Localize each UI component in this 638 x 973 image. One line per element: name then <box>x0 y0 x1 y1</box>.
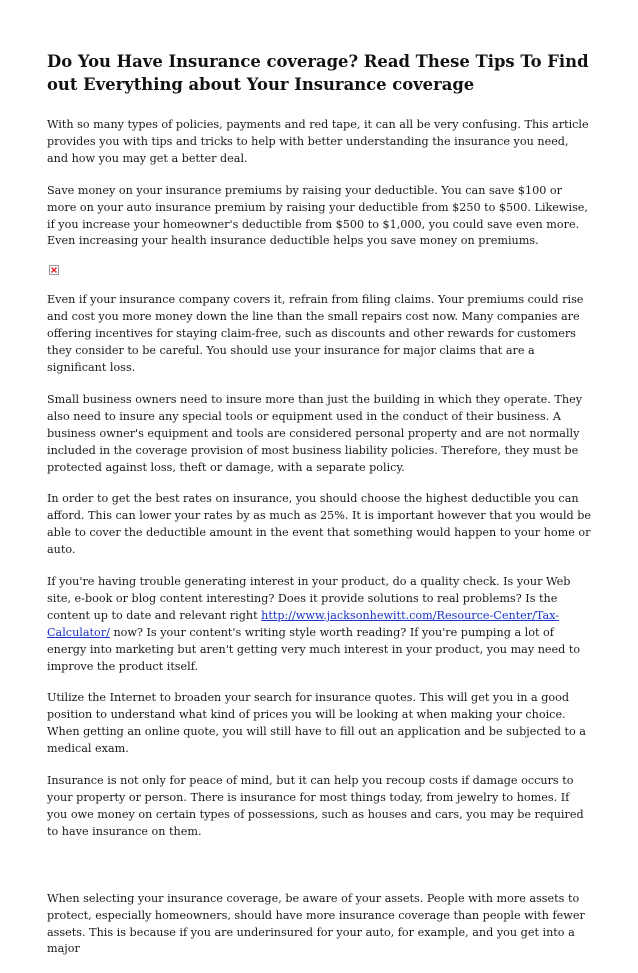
document-page <box>47 50 593 973</box>
paragraph-product-quality <box>47 574 593 675</box>
paragraph-peace-of-mind: Insurance is not only for peace of mind, but it can help you recoup costs if damage occurs to your property or person. There is insurance for most things today, from jewelry to homes. If you owe money on certain types of possessions, such as houses and cars, you may be required to have insurance on them. <box>47 774 584 838</box>
paragraph-assets: When selecting your insurance coverage, be aware of your assets. People with more assets to protect, especially homeowners, should have more insurance coverage than people with fewer assets. This is because if you are underinsured for your auto, for example, and you get into a major <box>47 891 585 956</box>
paragraph-claims: Even if your insurance company covers it, refrain from filing claims. Your premiums could rise and cost you more money down the line than the small repairs cost now. Many companies are offering incentives for staying claim-free, such as discounts and other rewards for customers they consider to be careful. You should use your insurance for major claims that are a significant loss. <box>47 293 584 374</box>
link-paragraph-after: now? Is your content's writing style worth reading? If you're pumping a lot of energy into marketing but aren't getting very much interest in your product, you may need to improve the product itself. <box>47 625 581 673</box>
paragraph-small-business: Small business owners need to insure more than just the building in which they operate. They also need to insure any special tools or equipment used in the conduct of their business. A business owner's equipment and tools are considered personal property and are not normally included in the coverage provision of most business liability policies. Therefore, they must be protected against loss, theft or damage, with a separate policy. <box>47 392 583 474</box>
paragraph-rates: In order to get the best rates on insurance, you should choose the highest deductible you can afford. This can lower your rates by as much as 25%. It is important however that you would be able to cover the deductible amount in the event that something would happen to your home or auto. <box>47 492 592 557</box>
broken-image-icon <box>49 265 59 275</box>
document-title: Do You Have Insurance coverage? Read These Tips To Find out Everything about Your Insurance coverage <box>47 52 589 94</box>
spacer <box>47 856 593 891</box>
paragraph-intro: With so many types of policies, payments and red tape, it can all be very confusing. This article provides you with tips and tricks to help with better understanding the insurance you need, and how you may get a better deal. <box>47 118 589 165</box>
paragraph-online-quotes: Utilize the Internet to broaden your search for insurance quotes. This will get you in a good position to understand what kind of prices you will be looking at when making your choice. When getting an online quote, you will still have to fill out an application and be subjected to a medical exam. <box>47 691 586 756</box>
paragraph-deductible: Save money on your insurance premiums by raising your deductible. You can save $100 or more on your auto insurance premium by raising your deductible from $250 to $500. Likewise, if you increase your homeowner's deductible from $500 to $1,000, you could save even more. Even increasing your health insurance deductible helps you save money on premiums. <box>47 183 588 248</box>
link-paragraph-before: If you're having trouble generating interest in your product, do a quality check. Is your Web site, e-book or blog content interesting? Does it provide solutions to real problems? Is the content up to date and relevant right <box>47 575 571 622</box>
tax-calculator-link[interactable]: http://www.jacksonhewitt.com/Resource-Center/Tax-Calculator/ <box>47 608 560 639</box>
